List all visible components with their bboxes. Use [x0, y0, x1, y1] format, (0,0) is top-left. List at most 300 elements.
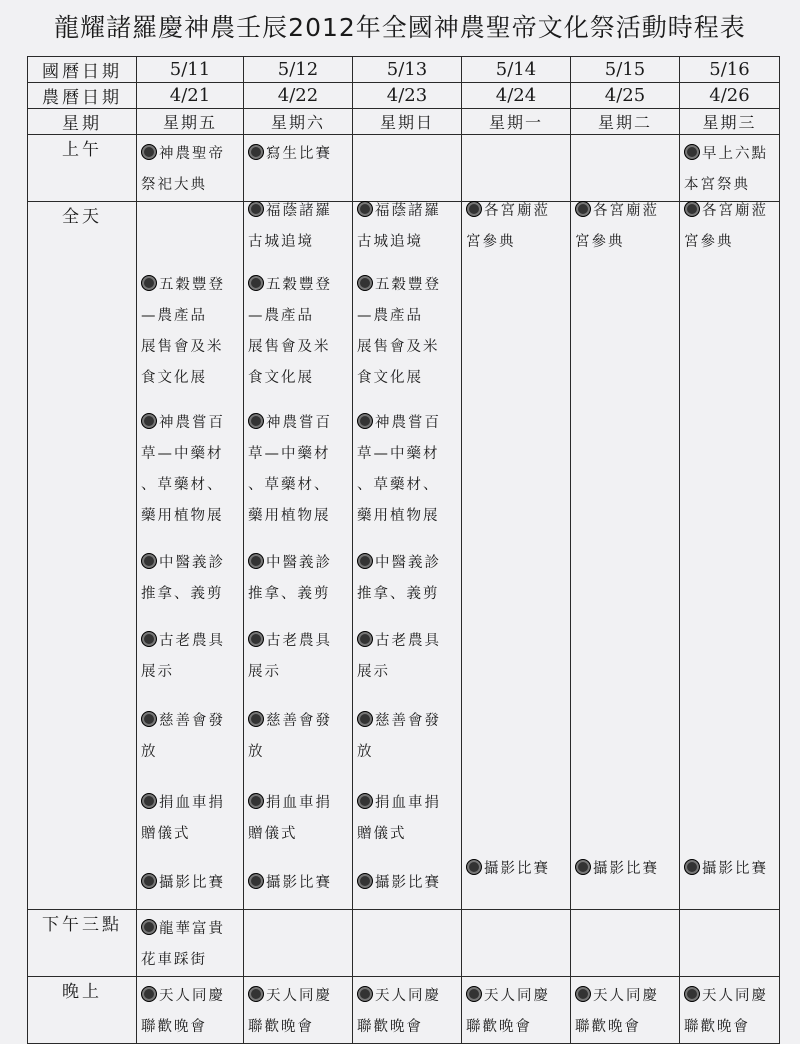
- seal-bullet-icon: [684, 986, 700, 1002]
- morning-cell: [571, 135, 680, 202]
- event-line: [355, 706, 441, 737]
- event-text: 宮參典: [466, 234, 516, 250]
- event-line: [246, 548, 332, 579]
- event-text: 中醫義診: [375, 555, 441, 571]
- seal-bullet-icon: [466, 201, 482, 217]
- seal-bullet-icon: [357, 275, 373, 291]
- seal-bullet-icon: [684, 201, 700, 217]
- row-label: 星期: [28, 109, 137, 135]
- event-line: [464, 1012, 570, 1043]
- event-text: 慈善會發: [159, 713, 225, 729]
- seal-bullet-icon: [248, 986, 264, 1002]
- event-text: 攝影比賽: [702, 861, 768, 877]
- event-line: [464, 196, 550, 227]
- event-line: [573, 854, 659, 885]
- date-cell: 5/15: [571, 57, 680, 83]
- event-text: 神農嘗百: [375, 415, 441, 431]
- seal-bullet-icon: [248, 275, 264, 291]
- event-line: [355, 626, 441, 657]
- date-cell: 4/23: [353, 83, 462, 109]
- event-line: [355, 332, 441, 363]
- morning-row: [28, 135, 780, 202]
- event-entry: [246, 706, 332, 768]
- date-cell: 4/24: [462, 83, 571, 109]
- date-cell: 4/25: [571, 83, 680, 109]
- allday-cell: [680, 202, 780, 910]
- event-line: [139, 945, 243, 976]
- event-text: 寫生比賽: [266, 146, 332, 162]
- event-line: [464, 227, 550, 258]
- event-text: 、草藥材、: [141, 477, 224, 493]
- event-line: [246, 363, 332, 394]
- seal-bullet-icon: [141, 919, 157, 935]
- event-text: 古老農具: [375, 633, 441, 649]
- seal-bullet-icon: [575, 859, 591, 875]
- event-line: [355, 579, 441, 610]
- event-line: [682, 139, 779, 170]
- weekday-cell: 星期一: [462, 109, 571, 135]
- event-entry: [355, 408, 441, 532]
- weekday-cell: 星期五: [137, 109, 244, 135]
- event-line: [139, 626, 225, 657]
- event-line: [682, 854, 768, 885]
- event-line: [355, 270, 441, 301]
- seal-bullet-icon: [248, 553, 264, 569]
- morning-cell: [137, 135, 244, 202]
- event-line: [573, 227, 659, 258]
- event-entry: [246, 548, 332, 610]
- weekday-cell: 星期三: [680, 109, 780, 135]
- event-text: 宮參典: [575, 234, 625, 250]
- event-line: [682, 981, 779, 1012]
- event-line: [139, 1012, 243, 1043]
- event-line: [355, 868, 441, 899]
- event-line: [246, 819, 332, 850]
- seal-bullet-icon: [357, 413, 373, 429]
- event-text: 中醫義診: [159, 555, 225, 571]
- gregorian-date-row: [28, 57, 780, 83]
- event-text: 神農聖帝: [159, 146, 225, 162]
- event-text: 攝影比賽: [593, 861, 659, 877]
- event-line: [139, 868, 225, 899]
- event-line: [139, 914, 243, 945]
- seal-bullet-icon: [466, 986, 482, 1002]
- seal-bullet-icon: [684, 144, 700, 160]
- event-line: [139, 981, 243, 1012]
- event-text: 慈善會發: [266, 713, 332, 729]
- event-line: [355, 548, 441, 579]
- seal-bullet-icon: [141, 873, 157, 889]
- event-text: 推拿、義剪: [357, 586, 440, 602]
- event-text: 各宮廟蒞: [484, 203, 550, 219]
- event-line: [355, 819, 441, 850]
- seal-bullet-icon: [357, 711, 373, 727]
- event-entry: [139, 706, 225, 768]
- event-line: [355, 439, 441, 470]
- event-line: [246, 470, 332, 501]
- event-text: 捐血車捐: [375, 795, 441, 811]
- event-entry: [680, 135, 779, 201]
- event-entry: [573, 196, 659, 258]
- seal-bullet-icon: [357, 873, 373, 889]
- event-line: [355, 408, 441, 439]
- event-line: [355, 981, 461, 1012]
- date-cell: 4/21: [137, 83, 244, 109]
- event-entry: [139, 548, 225, 610]
- seal-bullet-icon: [141, 631, 157, 647]
- event-text: 聯歡晚會: [466, 1019, 532, 1035]
- event-text: 、草藥材、: [248, 477, 331, 493]
- event-line: [139, 170, 243, 201]
- event-line: [246, 1012, 352, 1043]
- seal-bullet-icon: [141, 413, 157, 429]
- event-line: [246, 579, 332, 610]
- event-line: [139, 363, 225, 394]
- event-text: 藥用植物展: [248, 508, 331, 524]
- event-entry: [246, 270, 332, 394]
- event-line: [355, 737, 441, 768]
- event-entry: [246, 626, 332, 688]
- morning-cell: [680, 135, 780, 202]
- event-text: 古城追境: [357, 234, 423, 250]
- event-line: [355, 196, 441, 227]
- event-text: 龍華富貴: [159, 921, 225, 937]
- event-entry: [244, 977, 352, 1043]
- evening-cell: [680, 977, 780, 1044]
- seal-bullet-icon: [684, 859, 700, 875]
- afternoon-cell: [571, 910, 680, 977]
- event-line: [464, 854, 550, 885]
- event-line: [246, 501, 332, 532]
- weekday-cell: 星期二: [571, 109, 680, 135]
- event-entry: [137, 910, 243, 976]
- event-text: 天人同慶: [702, 988, 768, 1004]
- event-entry: [355, 196, 441, 258]
- event-entry: [680, 910, 779, 914]
- allday-cell: [462, 202, 571, 910]
- event-text: 天人同慶: [484, 988, 550, 1004]
- event-text: 草—中藥材: [141, 446, 224, 462]
- event-line: [246, 196, 332, 227]
- evening-cell: [244, 977, 353, 1044]
- event-text: 攝影比賽: [266, 875, 332, 891]
- event-text: 五穀豐登: [266, 277, 332, 293]
- event-text: 放: [357, 744, 374, 760]
- event-text: 天人同慶: [375, 988, 441, 1004]
- date-cell: 4/26: [680, 83, 780, 109]
- event-entry: [462, 910, 570, 914]
- event-entry: [462, 135, 570, 139]
- event-text: 福蔭諸羅: [375, 203, 441, 219]
- afternoon-cell: [353, 910, 462, 977]
- morning-cell: [244, 135, 353, 202]
- event-line: [246, 868, 332, 899]
- event-text: 本宮祭典: [684, 177, 750, 193]
- event-line: [355, 363, 441, 394]
- seal-bullet-icon: [575, 986, 591, 1002]
- weekday-row: [28, 109, 780, 135]
- event-line: [139, 819, 225, 850]
- event-entry: [246, 196, 332, 258]
- event-entry: [682, 854, 768, 885]
- event-text: 古城追境: [248, 234, 314, 250]
- event-text: —農產品: [141, 308, 207, 324]
- event-entry: [573, 854, 659, 885]
- date-cell: 4/22: [244, 83, 353, 109]
- seal-bullet-icon: [357, 553, 373, 569]
- event-text: 宮參典: [684, 234, 734, 250]
- event-text: 展售會及米: [248, 339, 331, 355]
- event-line: [246, 408, 332, 439]
- row-label: 下午三點: [28, 910, 137, 977]
- event-text: 、草藥材、: [357, 477, 440, 493]
- event-entry: [464, 196, 550, 258]
- event-text: 藥用植物展: [357, 508, 440, 524]
- event-entry: [137, 977, 243, 1043]
- lunar-date-row: [28, 83, 780, 109]
- event-text: 神農嘗百: [159, 415, 225, 431]
- event-line: [246, 657, 332, 688]
- event-text: 天人同慶: [593, 988, 659, 1004]
- event-line: [464, 981, 570, 1012]
- event-line: [355, 301, 441, 332]
- event-text: 福蔭諸羅: [266, 203, 332, 219]
- date-cell: 5/12: [244, 57, 353, 83]
- event-line: [682, 1012, 779, 1043]
- event-text: 食文化展: [248, 370, 314, 386]
- event-line: [246, 981, 352, 1012]
- seal-bullet-icon: [248, 413, 264, 429]
- weekday-cell: 星期六: [244, 109, 353, 135]
- event-entry: [355, 626, 441, 688]
- event-line: [139, 501, 225, 532]
- event-text: 贈儀式: [248, 826, 298, 842]
- event-line: [139, 657, 225, 688]
- weekday-cell: 星期日: [353, 109, 462, 135]
- event-entry: [246, 408, 332, 532]
- event-text: 食文化展: [141, 370, 207, 386]
- event-entry: [682, 196, 768, 258]
- evening-row: [28, 977, 780, 1044]
- event-entry: [680, 977, 779, 1043]
- event-text: 天人同慶: [266, 988, 332, 1004]
- event-line: [246, 439, 332, 470]
- seal-bullet-icon: [248, 631, 264, 647]
- seal-bullet-icon: [141, 986, 157, 1002]
- event-line: [139, 301, 225, 332]
- afternoon-cell: [244, 910, 353, 977]
- event-text: 攝影比賽: [484, 861, 550, 877]
- event-text: 藥用植物展: [141, 508, 224, 524]
- event-entry: [355, 706, 441, 768]
- seal-bullet-icon: [357, 201, 373, 217]
- event-text: —農產品: [248, 308, 314, 324]
- event-entry: [355, 868, 441, 899]
- schedule-table: [27, 56, 780, 1044]
- event-line: [682, 227, 768, 258]
- evening-cell: [137, 977, 244, 1044]
- row-label: 上午: [28, 135, 137, 202]
- event-entry: [355, 788, 441, 850]
- event-line: [355, 501, 441, 532]
- event-line: [246, 270, 332, 301]
- event-line: [246, 706, 332, 737]
- event-line: [246, 788, 332, 819]
- event-line: [139, 737, 225, 768]
- allday-row: [28, 202, 780, 910]
- event-line: [573, 981, 679, 1012]
- event-text: 食文化展: [357, 370, 423, 386]
- event-text: 早上六點: [702, 146, 768, 162]
- seal-bullet-icon: [141, 275, 157, 291]
- morning-cell: [353, 135, 462, 202]
- event-line: [355, 1012, 461, 1043]
- event-line: [139, 579, 225, 610]
- event-text: 各宮廟蒞: [593, 203, 659, 219]
- afternoon-row: [28, 910, 780, 977]
- event-text: 五穀豐登: [375, 277, 441, 293]
- date-cell: 5/14: [462, 57, 571, 83]
- evening-cell: [571, 977, 680, 1044]
- afternoon-cell: [462, 910, 571, 977]
- seal-bullet-icon: [141, 144, 157, 160]
- event-text: 聯歡晚會: [357, 1019, 423, 1035]
- event-text: 古老農具: [266, 633, 332, 649]
- event-entry: [244, 910, 352, 914]
- event-text: 放: [248, 744, 265, 760]
- seal-bullet-icon: [248, 711, 264, 727]
- event-line: [139, 548, 225, 579]
- event-line: [246, 737, 332, 768]
- seal-bullet-icon: [466, 859, 482, 875]
- event-text: 展示: [248, 664, 281, 680]
- event-line: [139, 270, 225, 301]
- event-entry: [355, 548, 441, 610]
- evening-cell: [462, 977, 571, 1044]
- row-label: 國曆日期: [28, 57, 137, 83]
- date-cell: 5/11: [137, 57, 244, 83]
- event-text: 聯歡晚會: [575, 1019, 641, 1035]
- event-entry: [139, 626, 225, 688]
- seal-bullet-icon: [141, 553, 157, 569]
- event-text: 聯歡晚會: [248, 1019, 314, 1035]
- row-label: 晚上: [28, 977, 137, 1044]
- evening-cell: [353, 977, 462, 1044]
- event-line: [355, 470, 441, 501]
- seal-bullet-icon: [248, 144, 264, 160]
- allday-cell: [244, 202, 353, 910]
- page-title: 龍耀諸羅慶神農壬辰2012年全國神農聖帝文化祭活動時程表: [54, 13, 746, 42]
- seal-bullet-icon: [141, 711, 157, 727]
- event-entry: [139, 408, 225, 532]
- event-entry: [137, 135, 243, 201]
- event-entry: [139, 270, 225, 394]
- event-line: [682, 196, 768, 227]
- event-text: 放: [141, 744, 158, 760]
- event-text: 各宮廟蒞: [702, 203, 768, 219]
- event-entry: [571, 135, 679, 139]
- event-text: 草—中藥材: [357, 446, 440, 462]
- event-entry: [353, 135, 461, 139]
- event-line: [355, 788, 441, 819]
- event-line: [139, 706, 225, 737]
- allday-cell: [571, 202, 680, 910]
- event-text: 贈儀式: [141, 826, 191, 842]
- event-line: [139, 332, 225, 363]
- event-line: [246, 626, 332, 657]
- event-line: [246, 332, 332, 363]
- event-text: 聯歡晚會: [141, 1019, 207, 1035]
- event-text: 古老農具: [159, 633, 225, 649]
- event-line: [573, 196, 659, 227]
- seal-bullet-icon: [357, 793, 373, 809]
- event-entry: [462, 977, 570, 1043]
- event-text: 展售會及米: [357, 339, 440, 355]
- event-entry: [246, 788, 332, 850]
- event-line: [139, 788, 225, 819]
- event-line: [246, 227, 332, 258]
- event-line: [139, 439, 225, 470]
- date-cell: 5/13: [353, 57, 462, 83]
- event-entry: [139, 788, 225, 850]
- row-label: 全天: [28, 202, 137, 910]
- allday-cell: [353, 202, 462, 910]
- event-text: 攝影比賽: [159, 875, 225, 891]
- seal-bullet-icon: [357, 986, 373, 1002]
- event-text: 推拿、義剪: [248, 586, 331, 602]
- event-text: 神農嘗百: [266, 415, 332, 431]
- row-label: 農曆日期: [28, 83, 137, 109]
- event-line: [246, 139, 352, 170]
- event-text: 天人同慶: [159, 988, 225, 1004]
- event-text: 推拿、義剪: [141, 586, 224, 602]
- afternoon-cell: [680, 910, 780, 977]
- event-line: [355, 227, 441, 258]
- event-line: [573, 1012, 679, 1043]
- event-text: 展售會及米: [141, 339, 224, 355]
- event-text: 贈儀式: [357, 826, 407, 842]
- event-text: 中醫義診: [266, 555, 332, 571]
- seal-bullet-icon: [248, 201, 264, 217]
- seal-bullet-icon: [248, 873, 264, 889]
- seal-bullet-icon: [357, 631, 373, 647]
- event-entry: [571, 977, 679, 1043]
- event-text: 捐血車捐: [266, 795, 332, 811]
- event-text: 草—中藥材: [248, 446, 331, 462]
- afternoon-cell: [137, 910, 244, 977]
- event-entry: [353, 977, 461, 1043]
- event-entry: [139, 868, 225, 899]
- event-line: [139, 408, 225, 439]
- event-text: 五穀豐登: [159, 277, 225, 293]
- event-entry: [571, 910, 679, 914]
- event-text: 慈善會發: [375, 713, 441, 729]
- event-line: [139, 470, 225, 501]
- seal-bullet-icon: [141, 793, 157, 809]
- date-cell: 5/16: [680, 57, 780, 83]
- event-text: 攝影比賽: [375, 875, 441, 891]
- event-entry: [246, 868, 332, 899]
- event-text: 聯歡晚會: [684, 1019, 750, 1035]
- event-entry: [244, 135, 352, 170]
- event-line: [139, 139, 243, 170]
- event-text: 花車踩街: [141, 952, 207, 968]
- event-text: 祭祀大典: [141, 177, 207, 193]
- event-text: 捐血車捐: [159, 795, 225, 811]
- event-text: 展示: [357, 664, 390, 680]
- event-entry: [464, 854, 550, 885]
- seal-bullet-icon: [575, 201, 591, 217]
